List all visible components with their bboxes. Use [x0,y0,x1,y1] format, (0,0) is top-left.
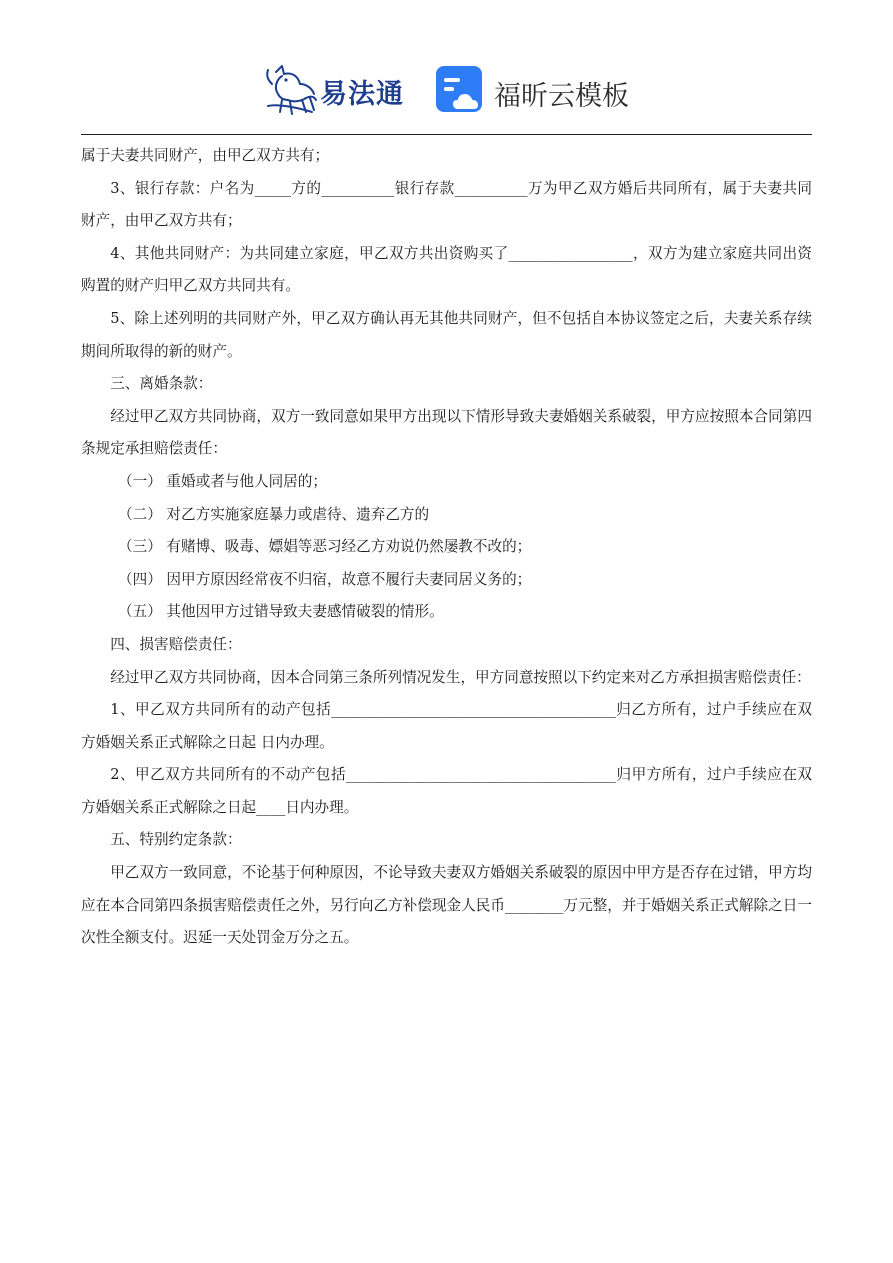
yifatong-logo-text: 易法通 [320,79,404,110]
paragraph-real-estate: 2、甲乙双方共同所有的不动产包括_____________________________________归甲方所有，过户手续应在双方婚姻关系正式解除之日起____日内办理。 [81,766,812,816]
list-item-1: （一） 重婚或者与他人同居的； [118,472,327,490]
unicorn-icon [262,62,320,118]
foxit-cloud-template-logo [436,66,656,116]
header-divider [81,134,812,135]
foxit-logo-text: 福昕云模板 [494,81,629,112]
paragraph-divorce-terms: 经过甲乙双方共同协商，双方一致同意如果甲方出现以下情形导致夫妻婚姻关系破裂，甲方应按照本合同第四条规定承担赔偿责任： [81,407,812,458]
list-item-3: （三） 有赌博、吸毒、嫖娼等恶习经乙方劝说仍然屡教不改的； [118,538,532,556]
document-cloud-icon [436,66,486,116]
paragraph-bank-deposit: 3、银行存款：户名为_____方的__________银行存款__________万为甲乙双方婚后共同所有，属于夫妻共同财产，由甲乙双方共有； [81,179,812,230]
paragraph-continuation: 属于夫妻共同财产，由甲乙双方共有； [81,147,330,164]
paragraph-damages: 经过甲乙双方共同协商，因本合同第三条所列情况发生，甲方同意按照以下约定来对乙方承担损害赔偿责任： [110,668,811,686]
paragraph-no-other-property: 5、除上述列明的共同财产外，甲乙双方确认再无其他共同财产，但不包括自本协议签定之后，夫妻关系存续期间所取得的新的财产。 [81,309,812,360]
list-item-2: （二） 对乙方实施家庭暴力或虐待、遗弃乙方的 [118,505,430,523]
list-item-4: （四） 因甲方原因经常夜不归宿，故意不履行夫妻同居义务的； [118,570,532,588]
section-heading-special-terms: 五、特别约定条款： [110,831,242,849]
paragraph-movable-property: 1、甲乙双方共同所有的动产包括_______________________________________归乙方所有，过户手续应在双方婚姻关系正式解除之日起 日内办理。 [81,701,812,751]
paragraph-other-property: 4、其他共同财产：为共同建立家庭，甲乙双方共出资购买了_________________，双方为建立家庭共同出资购置的财产归甲乙双方共同共有。 [81,244,812,295]
list-item-5: （五） 其他因甲方过错导致夫妻感情破裂的情形。 [118,603,444,621]
section-heading-damages: 四、损害赔偿责任： [110,635,242,653]
document-body [81,140,812,955]
paragraph-special-terms: 甲乙双方一致同意，不论基于何种原因，不论导致夫妻双方婚姻关系破裂的原因中甲方是否存在过错，甲方均应在本合同第四条损害赔偿责任之外，另行向乙方补偿现金人民币________万元整，并于婚姻关系正式解除之日一次性全额支付。迟延一天处罚金万分之五。 [81,864,812,947]
yifatong-logo [262,62,412,118]
section-heading-divorce-terms: 三、离婚条款： [110,375,213,393]
page-header [0,58,893,122]
